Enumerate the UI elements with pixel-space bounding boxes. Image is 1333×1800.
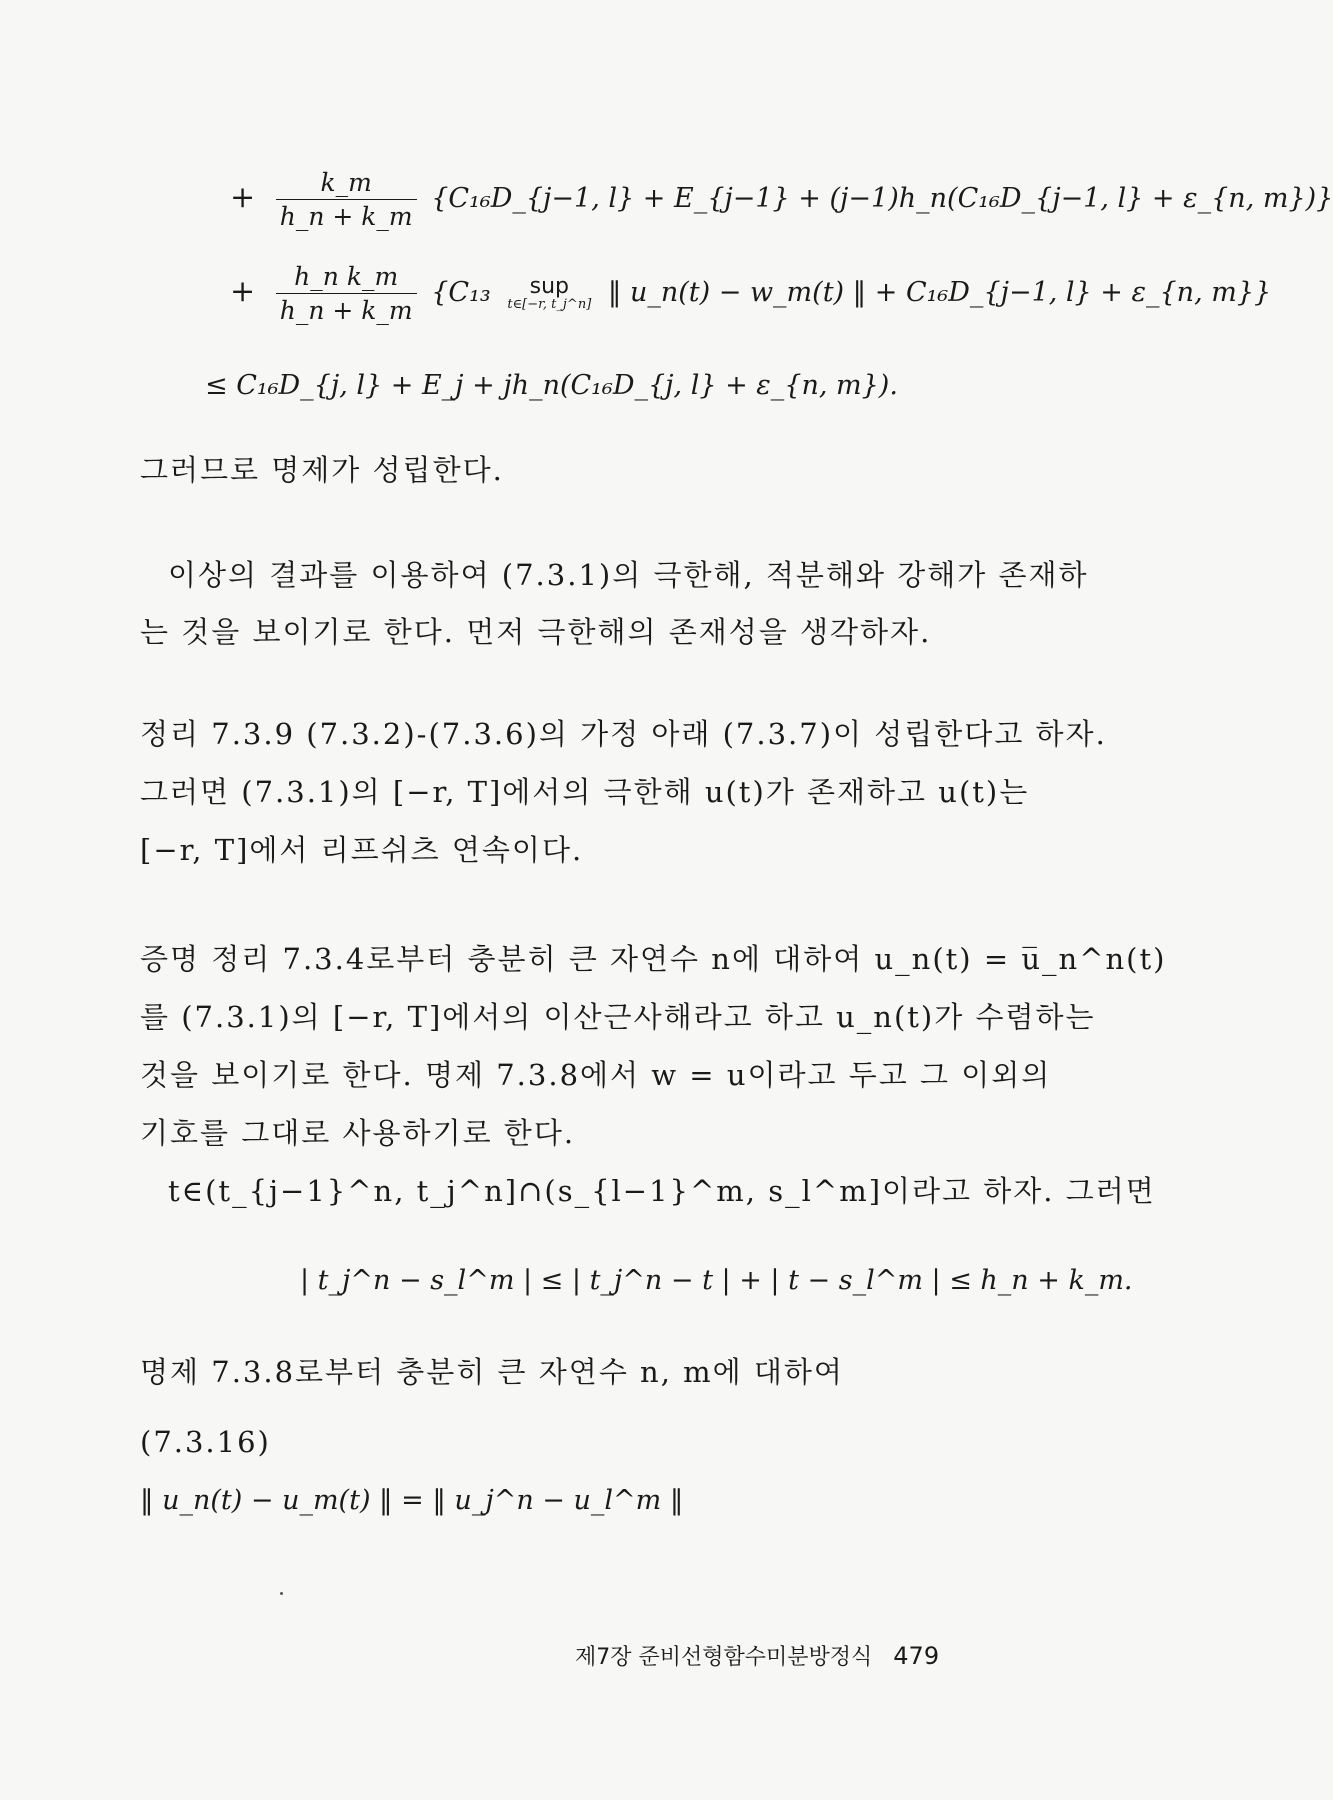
proof-line-4: 기호를 그대로 사용하기로 한다. — [140, 1116, 576, 1150]
fraction-numerator: h_n k_m — [294, 262, 399, 291]
theorem-line-3: [−r, T]에서 리프쉬츠 연속이다. — [140, 833, 584, 867]
page-number: 479 — [893, 1642, 940, 1670]
supremum-operator — [507, 273, 592, 312]
sup-range: t∈[−r, t_j^n] — [507, 296, 592, 312]
sup-word: sup — [529, 273, 569, 299]
fraction-denominator: h_n + k_m — [276, 293, 417, 325]
proof-line-5: t∈(t_{j−1}^n, t_j^n]∩(s_{l−1}^m, s_l^m]이라고 하자. 그러면 — [168, 1174, 1156, 1208]
equation-line-3 — [205, 370, 898, 401]
equation-tail: ‖ u_n(t) − w_m(t) ‖ + C₁₆D_{j−1, l} + ε_{n, m}} — [607, 277, 1272, 308]
final-equation: ‖ u_n(t) − u_m(t) ‖ = ‖ u_j^n − u_l^m ‖ — [140, 1485, 684, 1516]
equation-body: ≤ C₁₆D_{j, l} + E_j + jh_n(C₁₆D_{j, l} + ε_{n, m}). — [205, 370, 898, 401]
inequality-display: | t_j^n − s_l^m | ≤ | t_j^n − t | + | t − s_l^m | ≤ h_n + k_m. — [300, 1265, 1133, 1296]
theorem-line-1: 정리 7.3.9 (7.3.2)-(7.3.6)의 가정 아래 (7.3.7)이 성립한다고 하자. — [140, 717, 1107, 751]
running-footer — [575, 1640, 939, 1671]
paragraph-intro-line-2: 는 것을 보이기로 한다. 먼저 극한해의 존재성을 생각하자. — [140, 615, 932, 649]
paragraph-conclusion: 그러므로 명제가 성립한다. — [140, 453, 504, 487]
page-speck — [280, 1592, 283, 1595]
equation-line-1 — [230, 168, 1333, 231]
chapter-title: 제7장 준비선형함수미분방정식 — [575, 1645, 873, 1670]
fraction-denominator: h_n + k_m — [276, 199, 417, 231]
plus-sign: + — [230, 180, 256, 215]
proposition-line: 명제 7.3.8로부터 충분히 큰 자연수 n, m에 대하여 — [140, 1355, 844, 1389]
equation-body: {C₁₆D_{j−1, l} + E_{j−1} + (j−1)h_n(C₁₆D_{j−1, l} + ε_{n, m})} — [431, 183, 1333, 214]
equation-label: (7.3.16) — [140, 1425, 271, 1459]
fraction — [276, 168, 417, 231]
equation-lead: {C₁₃ — [431, 277, 491, 308]
equation-line-2 — [230, 262, 1271, 325]
fraction — [276, 262, 417, 325]
fraction-numerator: k_m — [320, 168, 372, 197]
proof-line-2: 를 (7.3.1)의 [−r, T]에서의 이산근사해라고 하고 u_n(t)가 수렴하는 — [140, 1000, 1096, 1034]
proof-line-1: 증명 정리 7.3.4로부터 충분히 큰 자연수 n에 대하여 u_n(t) = u̅_n^n(t) — [140, 942, 1167, 976]
proof-line-3: 것을 보이기로 한다. 명제 7.3.8에서 w = u이라고 두고 그 이외의 — [140, 1058, 1052, 1092]
paragraph-intro-line-1: 이상의 결과를 이용하여 (7.3.1)의 극한해, 적분해와 강해가 존재하 — [168, 558, 1089, 592]
theorem-line-2: 그러면 (7.3.1)의 [−r, T]에서의 극한해 u(t)가 존재하고 u(t)는 — [140, 775, 1030, 809]
plus-sign: + — [230, 274, 256, 309]
